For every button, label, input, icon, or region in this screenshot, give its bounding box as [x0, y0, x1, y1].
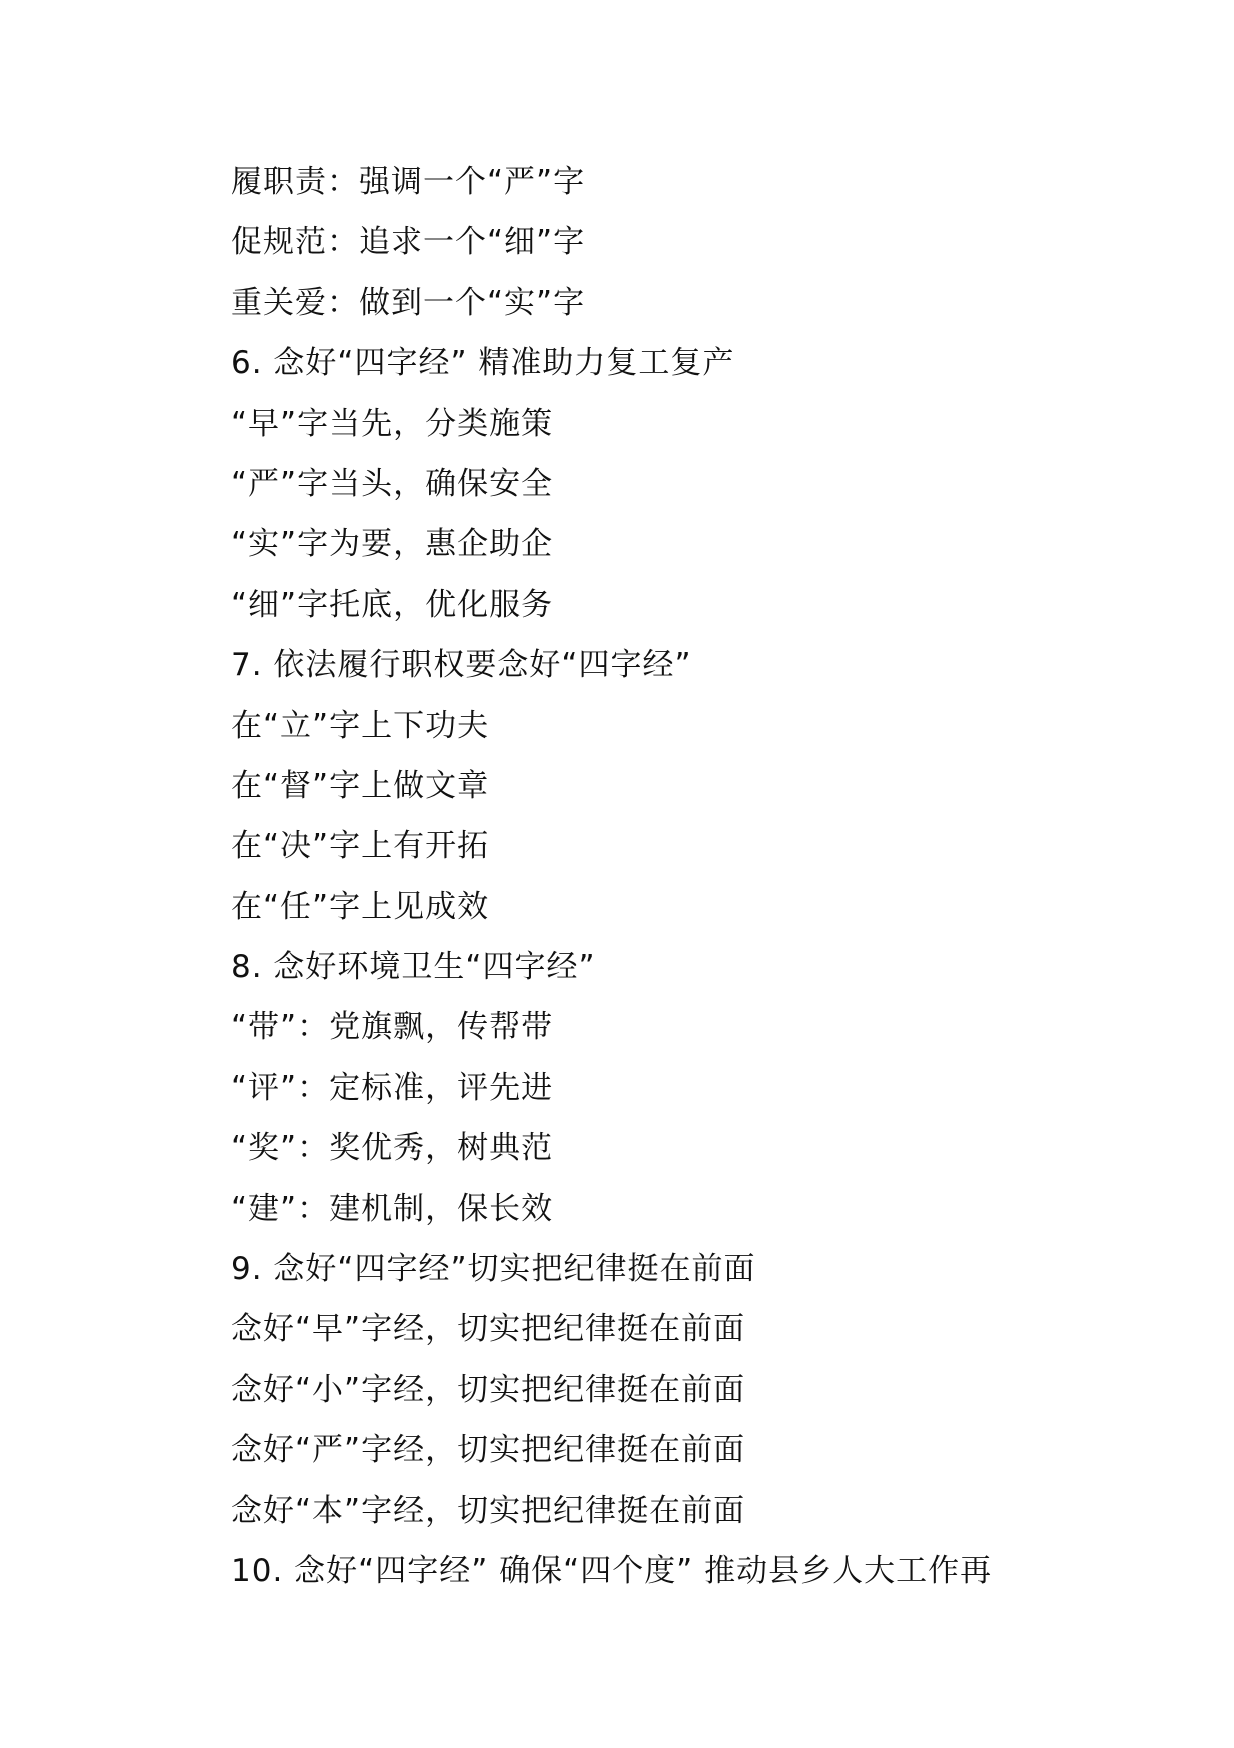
text-line: 在“立”字上下功夫	[231, 707, 490, 744]
text-line: “严”字当头，确保安全	[231, 465, 554, 502]
text-line: 念好“早”字经，切实把纪律挺在前面	[231, 1311, 746, 1348]
section-heading: 9. 念好“四字经”切实把纪律挺在前面	[231, 1251, 756, 1288]
text-line: “评”：定标准，评先进	[231, 1069, 554, 1106]
text-line: 在“决”字上有开拓	[231, 828, 490, 865]
text-line: “早”字当先，分类施策	[231, 405, 554, 442]
text-line: 履职责：强调一个“严”字	[231, 164, 586, 200]
text-line: 重关爱：做到一个“实”字	[231, 284, 586, 321]
section-heading: 6. 念好“四字经” 精准助力复工复产	[231, 345, 735, 382]
text-line: “建”：建机制，保长效	[231, 1190, 554, 1227]
text-line: 促规范：追求一个“细”字	[231, 224, 586, 261]
section-heading: 8. 念好环境卫生“四字经”	[231, 949, 596, 986]
text-line: 念好“小”字经，切实把纪律挺在前面	[231, 1371, 746, 1408]
text-line: 念好“本”字经，切实把纪律挺在前面	[231, 1492, 746, 1529]
text-line: 在“督”字上做文章	[231, 767, 490, 804]
document-body	[231, 152, 1151, 1601]
text-line: 念好“严”字经，切实把纪律挺在前面	[231, 1432, 746, 1469]
text-line: “奖”：奖优秀，树典范	[231, 1130, 554, 1167]
text-line: 在“任”字上见成效	[231, 888, 490, 925]
text-line: “细”字托底，优化服务	[231, 586, 554, 623]
section-heading: 10. 念好“四字经” 确保“四个度” 推动县乡人大工作再	[231, 1552, 993, 1589]
text-line: “带”：党旗飘，传帮带	[231, 1009, 554, 1046]
section-heading: 7. 依法履行职权要念好“四字经”	[231, 647, 692, 684]
text-line: “实”字为要，惠企助企	[231, 526, 554, 563]
